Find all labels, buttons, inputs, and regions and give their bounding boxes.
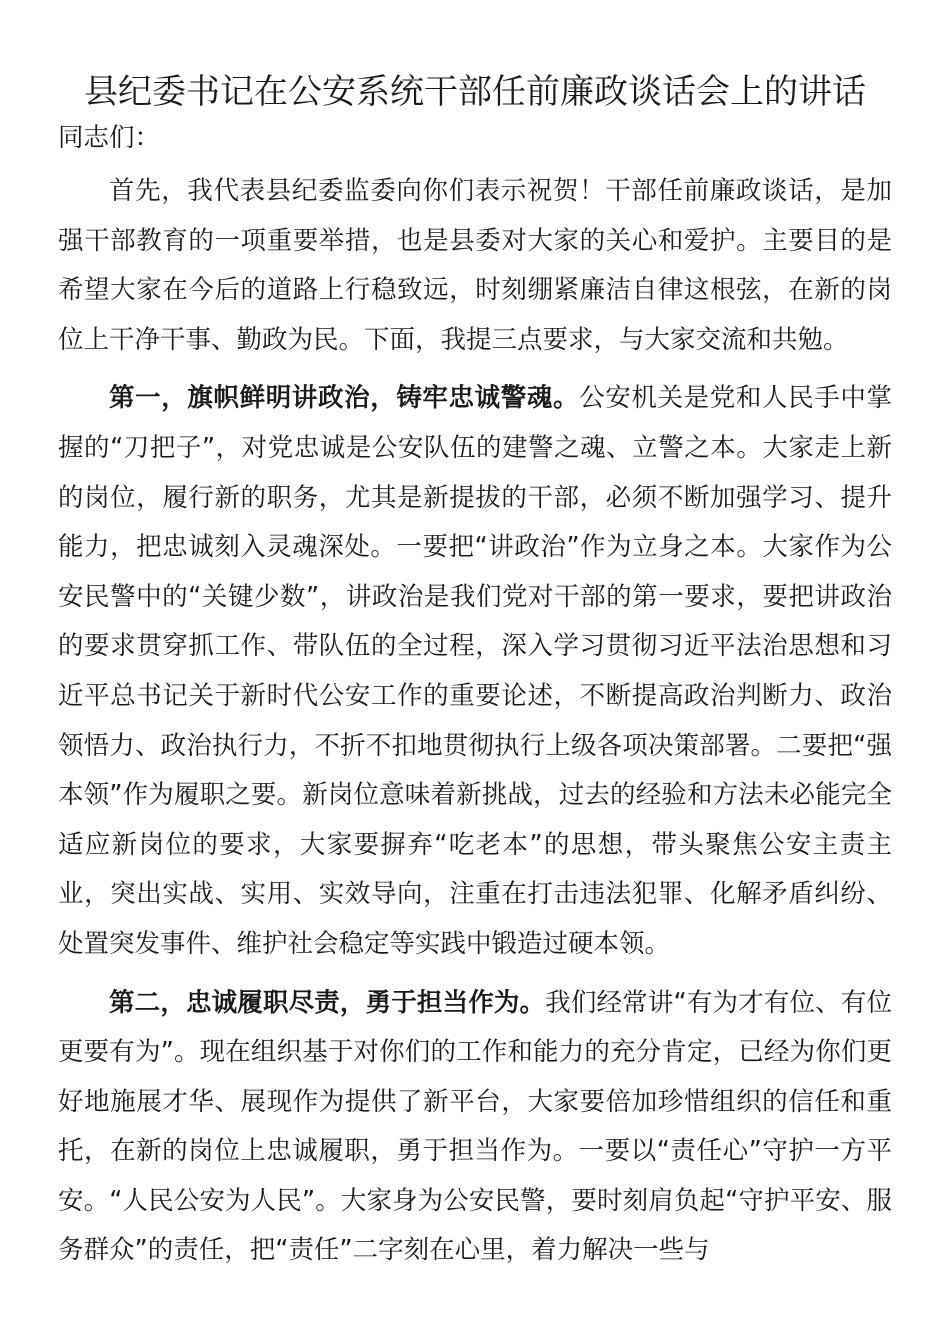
paragraph-first-requirement xyxy=(58,374,892,969)
salutation: 同志们： xyxy=(58,123,161,153)
paragraph-text: 首先，我代表县纪委监委向你们表示祝贺！干部任前廉政谈话，是加强干部教育的一项重要举措，也是县委对大家的关心和爱护。主要目的是希望大家在今后的道路上行稳致远，时刻绷紧廉洁自律这根弦，在新的岗位上干净干事、勤政为民。下面，我提三点要求，与大家交流和共勉。 xyxy=(58,176,892,355)
paragraph-heading: 第二，忠诚履职尽责，勇于担当作为。 xyxy=(109,987,546,1018)
speech-body xyxy=(58,167,892,1276)
paragraph-intro xyxy=(58,167,892,365)
document-title: 县纪委书记在公安系统干部任前廉政谈话会上的讲话 xyxy=(84,72,866,112)
paragraph-second-requirement xyxy=(58,979,892,1277)
paragraph-text: 公安机关是党和人民手中掌握的“刀把子”，对党忠诚是公安队伍的建警之魂、立警之本。大家走上新的岗位，履行新的职务，尤其是新提拔的干部，必须不断加强学习、提升能力，把忠诚刻入灵魂深处。一要把“讲政治”作为立身之本。大家作为公安民警中的“关键少数”，讲政治是我们党对干部的第一要求，要把讲政治的要求贯穿抓工作、带队伍的全过程，深入学习贯彻习近平法治思想和习近平总书记关于新时代公安工作的重要论述，不断提高政治判断力、政治领悟力、政治执行力，不折不扣地贯彻执行上级各项决策部署。二要把“强本领”作为履职之要。新岗位意味着新挑战，过去的经验和方法未必能完全适应新岗位的要求，大家要摒弃“吃老本”的思想，带头聚焦公安主责主业，突出实战、实用、实效导向，注重在打击违法犯罪、化解矛盾纠纷、处置突发事件、维护社会稳定等实践中锻造过硬本领。 xyxy=(58,383,892,959)
paragraph-text: 我们经常讲“有为才有位、有位更要有为”。现在组织基于对你们的工作和能力的充分肯定，已经为你们更好地施展才华、展现作为提供了新平台，大家要倍加珍惜组织的信任和重托，在新的岗位上忠诚履职，勇于担当作为。一要以“责任心”守护一方平安。“人民公安为人民”。大家身为公安民警，要时刻肩负起“守护平安、服务群众”的责任，把“责任”二字刻在心里，着力解决一些与 xyxy=(58,987,892,1266)
paragraph-heading: 第一，旗帜鲜明讲政治，铸牢忠诚警魂。 xyxy=(109,383,580,414)
